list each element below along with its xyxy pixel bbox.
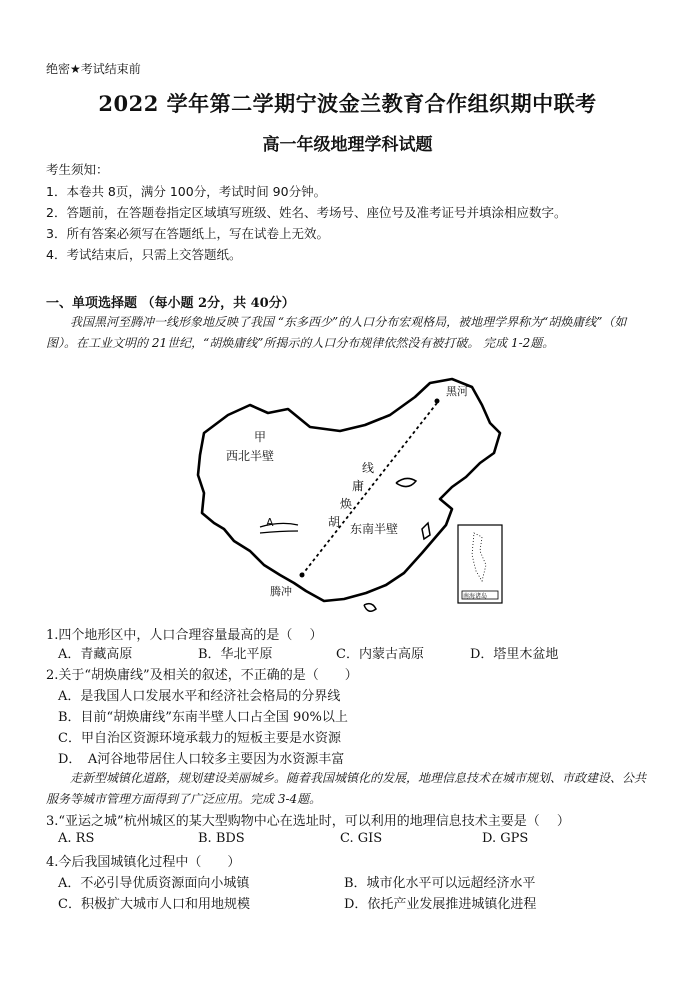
question-3-option-c[interactable]: C. GIS [340,831,383,846]
question-3-stem: 3.“亚运之城”杭州城区的某大型购物中心在选址时，可以利用的地理信息技术主要是（ ） [46,814,570,829]
hu-line-map [190,375,512,623]
notice-item-1: 1．本卷共 8页，满分 100分，考试时间 90分钟。 [46,184,327,199]
section-title: 一、单项选择题 （每小题 2分，共 40分） [46,296,295,311]
question-2-stem: 2.关于“胡焕庸线”及相关的叙述，不正确的是（ ） [46,668,358,683]
passage-2: 走新型城镇化道路，规划建设美丽城乡。随着我国城镇化的发展，地理信息技术在城市规划、市政建设、公共服务等城市管理方面得到了广泛应用。完成 3-4题。 [46,771,647,806]
notice-item-3: 3．所有答案必须写在答题纸上，写在试卷上无效。 [46,226,329,241]
question-3-option-a[interactable]: A. RS [58,831,95,846]
map-line-char-4: 胡 [328,515,341,529]
map-label-a: A [266,516,274,529]
question-4-stem: 4.今后我国城镇化过程中（ ） [46,855,241,870]
map-line-char-3: 焕 [340,497,353,511]
question-3-option-d[interactable]: D. GPS [482,831,529,846]
question-4-option-a[interactable]: A．不必引导优质资源面向小城镇 [58,876,250,891]
question-4-option-b[interactable]: B．城市化水平可以远超经济水平 [344,876,536,891]
map-label-tengchong: 腾冲 [270,585,292,598]
confidential-label: 绝密★考试结束前 [46,62,141,76]
question-2-option-c[interactable]: C．甲自治区资源环境承载力的短板主要是水资源 [58,731,341,746]
map-inset-label: 南海诸岛 [463,593,488,600]
question-3-option-b[interactable]: B. BDS [198,831,245,846]
question-1-option-b[interactable]: B．华北平原 [198,647,273,662]
map-line-char-2: 庸 [352,479,365,493]
exam-title: 2022 学年第二学期宁波金兰教育合作组织期中联考 [98,91,597,116]
question-2-option-d[interactable]: D． A河谷地带居住人口较多主要因为水资源丰富 [58,752,345,767]
question-1-option-a[interactable]: A．青藏高原 [58,647,133,662]
question-2-option-b[interactable]: B．目前“胡焕庸线”东南半壁人口占全国 90%以上 [58,710,348,725]
question-1-stem: 1.四个地形区中，人口合理容量最高的是（ ） [46,628,323,643]
notice-heading: 考生须知： [46,162,109,177]
exam-subtitle: 高一年级地理学科试题 [262,135,433,155]
map-label-heihe: 黑河 [446,385,468,398]
question-1-option-d[interactable]: D．塔里木盆地 [470,647,559,662]
notice-item-2: 2．答题前，在答题卷指定区域填写班级、姓名、考场号、座位号及准考证号并填涂相应数字。 [46,205,567,220]
map-label-northwest: 西北半壁 [226,449,275,463]
question-4-option-c[interactable]: C．积极扩大城市人口和用地规模 [58,897,250,912]
map-line-char-1: 线 [362,461,375,475]
passage-1: 我国黑河至腾冲一线形象地反映了我国 “东多西少”的人口分布宏观格局，被地理学界称为“胡焕庸线”（如图）。在工业文明的 21世纪，“胡焕庸线”所揭示的人口分布规律依然没有被打破。 完成 1-2题。 [46,315,627,350]
question-4-option-d[interactable]: D．依托产业发展推进城镇化进程 [344,897,537,912]
map-label-jia: 甲 [254,430,267,444]
question-2-option-a[interactable]: A．是我国人口发展水平和经济社会格局的分界线 [58,689,341,704]
question-1-option-c[interactable]: C．内蒙古高原 [336,647,424,662]
map-label-southeast: 东南半壁 [350,522,399,536]
notice-item-4: 4．考试结束后，只需上交答题纸。 [46,247,242,262]
